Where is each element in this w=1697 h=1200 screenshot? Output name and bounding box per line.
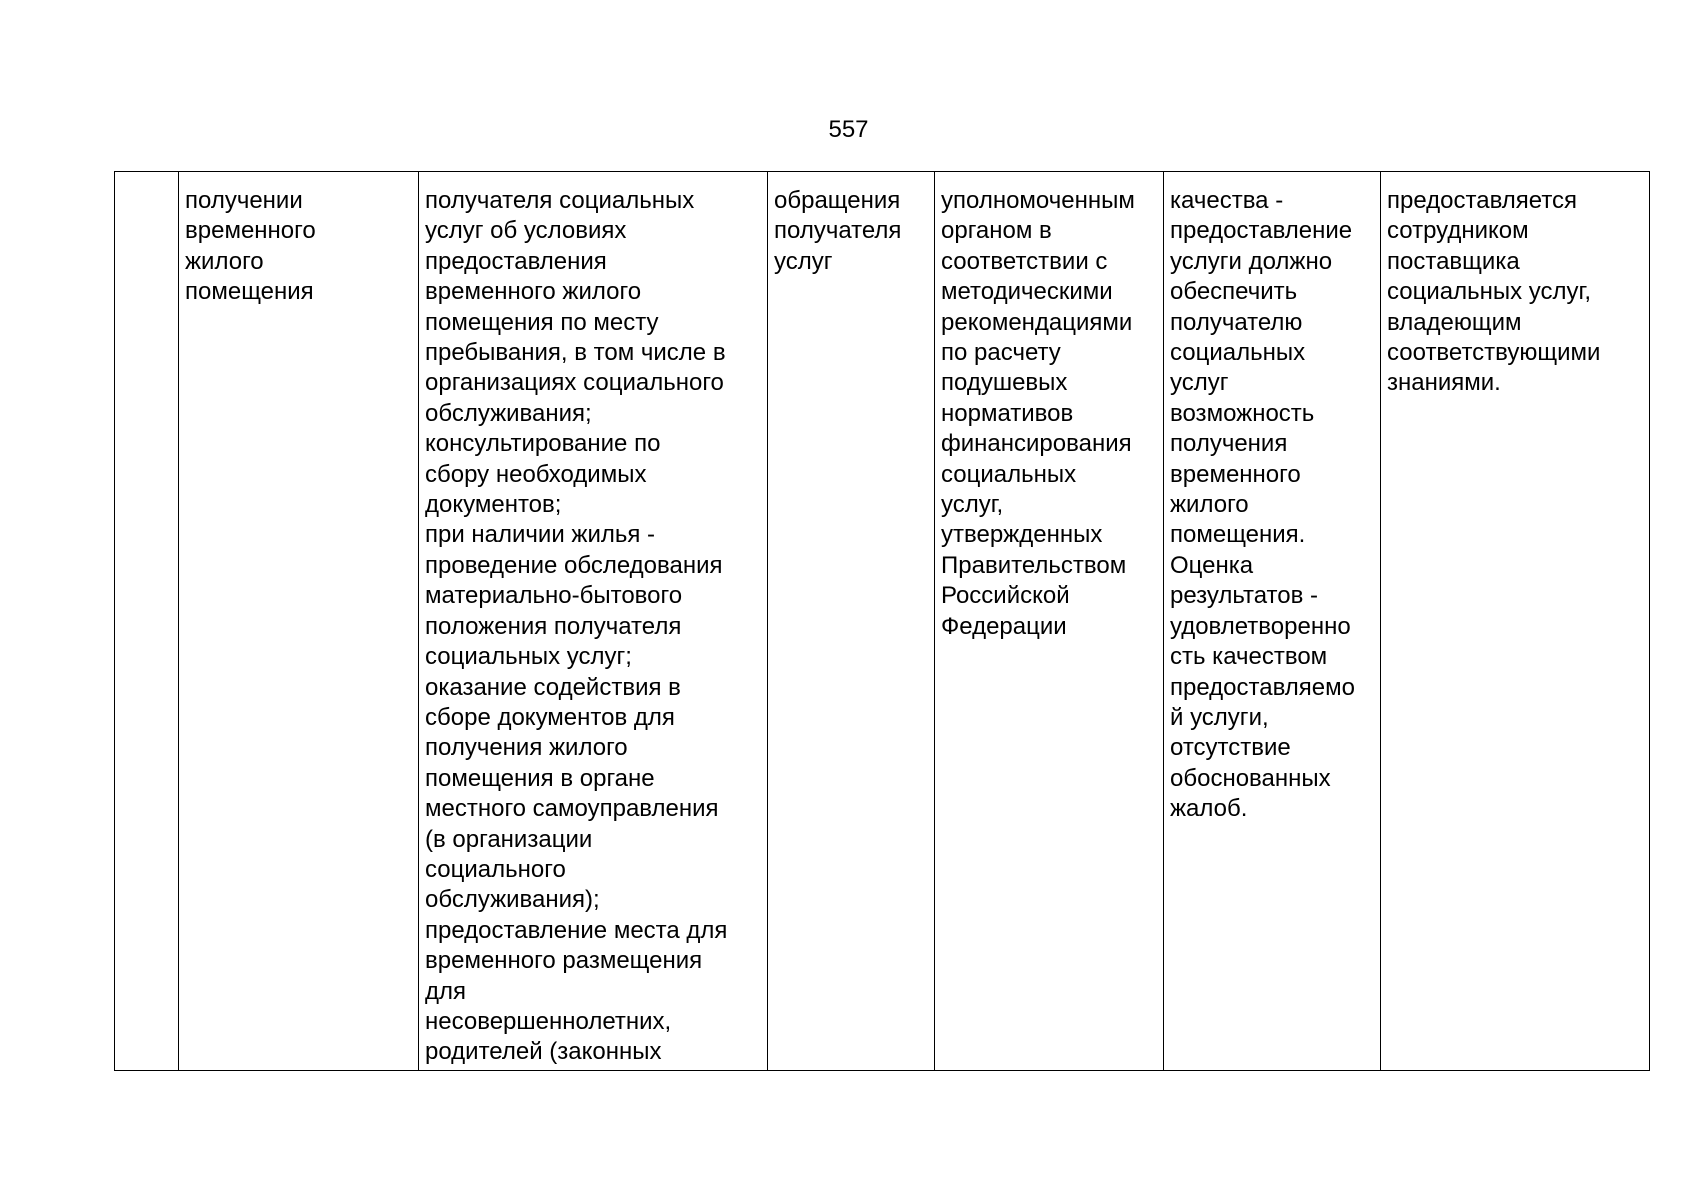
table-cell-number	[115, 172, 179, 1071]
table-row	[115, 172, 1650, 1071]
table-cell-service-name: получении временного жилого помещения	[179, 172, 419, 1071]
table-cell-funding: уполномоченным органом в соответствии с методическими рекомендациями по расчету подушевых нормативов финансирования социальных услуг, утвержденных Правительством Российской Федерации	[935, 172, 1164, 1071]
table-cell-conditions: предоставляется сотрудником поставщика социальных услуг, владеющим соответствующими знаниями.	[1381, 172, 1650, 1071]
services-table	[114, 171, 1650, 1071]
table-cell-quality-indicators: качества - предоставление услуги должно обеспечить получателю социальных услуг возможность получения временного жилого помещения. Оценка результатов - удовлетворенно сть качеством предоставляемо й услуги, отсутствие обоснованных жалоб.	[1164, 172, 1381, 1071]
table-cell-timing: обращения получателя услуг	[768, 172, 935, 1071]
page-number: 557	[828, 116, 869, 143]
table-cell-service-description: получателя социальных услуг об условиях предоставления временного жилого помещения по месту пребывания, в том числе в организациях социального обслуживания; консультирование по сбору необходимых документов; при наличии жилья - проведение обследования материально-бытового положения получателя социальных услуг; оказание содействия в сборе документов для получения жилого помещения в органе местного самоуправления (в организации социального обслуживания); предоставление места для временного размещения для несовершеннолетних, родителей (законных	[419, 172, 768, 1071]
